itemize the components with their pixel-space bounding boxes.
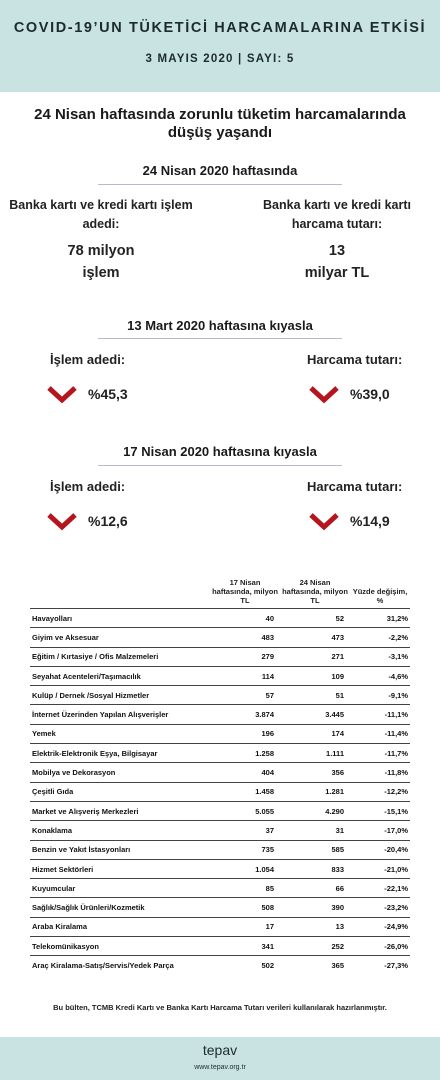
column-header-april24: 24 Nisan haftasında, milyon TL (282, 578, 348, 605)
change-cell: -23,2% (350, 898, 410, 917)
change-cell: -20,4% (350, 840, 410, 859)
sector-name-cell: Elektrik-Elektronik Eşya, Bilgisayar (30, 744, 210, 763)
april17-value-cell: 196 (210, 724, 280, 743)
march-transaction-change: %45,3 (46, 384, 128, 404)
april17-value-cell: 1.258 (210, 744, 280, 763)
april-spending-label: Harcama tutarı: (307, 479, 403, 494)
spending-amount-value: 13 milyar TL (304, 243, 370, 281)
april24-value-cell: 365 (280, 956, 350, 975)
column-header-change: Yüzde değişim, % (352, 587, 408, 605)
april17-value-cell: 17 (210, 917, 280, 936)
april24-value-cell: 473 (280, 628, 350, 647)
april24-value-cell: 66 (280, 879, 350, 898)
change-cell: -27,3% (350, 956, 410, 975)
april24-value-cell: 390 (280, 898, 350, 917)
week-section-title: 24 Nisan 2020 haftasında (142, 163, 298, 178)
headline: 24 Nisan haftasında zorunlu tüketim harcamalarında düşüş yaşandı (34, 106, 406, 141)
transaction-count-label: Banka kartı ve kredi kartı işlem adedi: (9, 198, 193, 231)
sector-name-cell: Yemek (30, 724, 210, 743)
header-banner (0, 0, 440, 92)
spending-amount-label: Banka kartı ve kredi kartı harcama tutarı: (263, 198, 411, 231)
column-header-april17: 17 Nisan haftasında, milyon TL (212, 578, 278, 605)
table-row (30, 666, 410, 685)
table-row (30, 956, 410, 975)
april24-value-cell: 13 (280, 917, 350, 936)
april17-value-cell: 3.874 (210, 705, 280, 724)
april24-value-cell: 1.281 (280, 782, 350, 801)
change-cell: -2,2% (350, 628, 410, 647)
change-cell: -21,0% (350, 859, 410, 878)
source-note: Bu bülten, TCMB Kredi Kartı ve Banka Kartı Harcama Tutarı verileri kullanılarak hazırlanmıştır. (53, 1003, 387, 1012)
table-row (30, 879, 410, 898)
april24-value-cell: 833 (280, 859, 350, 878)
website-link[interactable]: www.tepav.org.tr (194, 1064, 246, 1071)
april17-value-cell: 508 (210, 898, 280, 917)
spending-table (30, 578, 410, 975)
april24-value-cell: 1.111 (280, 744, 350, 763)
down-chevron-icon (308, 511, 340, 531)
april17-value-cell: 85 (210, 879, 280, 898)
divider (98, 338, 342, 339)
april-transaction-change: %12,6 (46, 511, 128, 531)
april17-value-cell: 37 (210, 821, 280, 840)
divider (98, 465, 342, 466)
sector-name-cell: Havayolları (30, 609, 210, 628)
table-row (30, 763, 410, 782)
april17-value-cell: 502 (210, 956, 280, 975)
table-row (30, 705, 410, 724)
table-row (30, 937, 410, 956)
april24-value-cell: 252 (280, 937, 350, 956)
april17-value-cell: 404 (210, 763, 280, 782)
divider (98, 184, 342, 185)
table-header-row (30, 578, 410, 609)
april17-value-cell: 40 (210, 609, 280, 628)
april24-value-cell: 585 (280, 840, 350, 859)
change-cell: -3,1% (350, 647, 410, 666)
april24-value-cell: 51 (280, 686, 350, 705)
sector-name-cell: Konaklama (30, 821, 210, 840)
march-transaction-label: İşlem adedi: (50, 352, 126, 367)
transaction-count-value: 78 milyon işlem (67, 243, 135, 281)
table-row (30, 840, 410, 859)
change-cell: -15,1% (350, 801, 410, 820)
sector-name-cell: Mobilya ve Dekorasyon (30, 763, 210, 782)
april-transaction-label: İşlem adedi: (50, 479, 126, 494)
sector-name-cell: Benzin ve Yakıt İstasyonları (30, 840, 210, 859)
table-row (30, 821, 410, 840)
table-row (30, 898, 410, 917)
april17-value-cell: 1.054 (210, 859, 280, 878)
april-spending-change: %14,9 (308, 511, 390, 531)
table-row (30, 782, 410, 801)
change-cell: -11,1% (350, 705, 410, 724)
table-row (30, 647, 410, 666)
april17-value-cell: 735 (210, 840, 280, 859)
april17-value-cell: 114 (210, 666, 280, 685)
change-cell: -24,9% (350, 917, 410, 936)
table-row (30, 609, 410, 628)
march-spending-change: %39,0 (308, 384, 390, 404)
change-cell: -17,0% (350, 821, 410, 840)
table-row (30, 744, 410, 763)
bulletin-title: COVID-19’UN TÜKETİCİ HARCAMALARINA ETKİSİ (13, 20, 427, 36)
sector-name-cell: Giyim ve Aksesuar (30, 628, 210, 647)
sector-name-cell: Kuyumcular (30, 879, 210, 898)
april24-value-cell: 31 (280, 821, 350, 840)
sector-name-cell: Sağlık/Sağlık Ürünleri/Kozmetik (30, 898, 210, 917)
april17-value-cell: 57 (210, 686, 280, 705)
march-spending-label: Harcama tutarı: (307, 352, 403, 367)
april17-value-cell: 483 (210, 628, 280, 647)
change-cell: 31,2% (350, 609, 410, 628)
table-row (30, 917, 410, 936)
table-row (30, 686, 410, 705)
column-header-sector (30, 578, 210, 609)
april24-value-cell: 271 (280, 647, 350, 666)
change-cell: -11,8% (350, 763, 410, 782)
april24-value-cell: 3.445 (280, 705, 350, 724)
change-cell: -26,0% (350, 937, 410, 956)
down-chevron-icon (46, 511, 78, 531)
sector-name-cell: Eğitim / Kırtasiye / Ofis Malzemeleri (30, 647, 210, 666)
sector-name-cell: Telekomünikasyon (30, 937, 210, 956)
sector-name-cell: Araç Kiralama-Satış/Servis/Yedek Parça (30, 956, 210, 975)
april24-value-cell: 174 (280, 724, 350, 743)
change-cell: -12,2% (350, 782, 410, 801)
april24-value-cell: 356 (280, 763, 350, 782)
down-chevron-icon (46, 384, 78, 404)
march-comparison-title: 13 Mart 2020 haftasına kıyasla (127, 318, 313, 333)
april17-value-cell: 341 (210, 937, 280, 956)
april17-value-cell: 279 (210, 647, 280, 666)
down-chevron-icon (308, 384, 340, 404)
table-row (30, 628, 410, 647)
change-cell: -4,6% (350, 666, 410, 685)
table-row (30, 724, 410, 743)
change-cell: -11,4% (350, 724, 410, 743)
sector-name-cell: Kulüp / Dernek /Sosyal Hizmetler (30, 686, 210, 705)
april-comparison-title: 17 Nisan 2020 haftasına kıyasla (123, 444, 317, 459)
table-row (30, 801, 410, 820)
april24-value-cell: 4.290 (280, 801, 350, 820)
sector-name-cell: Çeşitli Gıda (30, 782, 210, 801)
footer-banner (0, 1037, 440, 1080)
april17-value-cell: 1.458 (210, 782, 280, 801)
change-cell: -11,7% (350, 744, 410, 763)
change-cell: -22,1% (350, 879, 410, 898)
sector-name-cell: Market ve Alışveriş Merkezleri (30, 801, 210, 820)
table-row (30, 859, 410, 878)
sector-name-cell: İnternet Üzerinden Yapılan Alışverişler (30, 705, 210, 724)
april24-value-cell: 52 (280, 609, 350, 628)
sector-name-cell: Seyahat Acenteleri/Taşımacılık (30, 666, 210, 685)
april24-value-cell: 109 (280, 666, 350, 685)
bulletin-issue: 3 MAYIS 2020 | SAYI: 5 (145, 53, 295, 65)
brand-logo: tepav (202, 1042, 238, 1058)
april17-value-cell: 5.055 (210, 801, 280, 820)
sector-name-cell: Hizmet Sektörleri (30, 859, 210, 878)
sector-name-cell: Araba Kiralama (30, 917, 210, 936)
change-cell: -9,1% (350, 686, 410, 705)
